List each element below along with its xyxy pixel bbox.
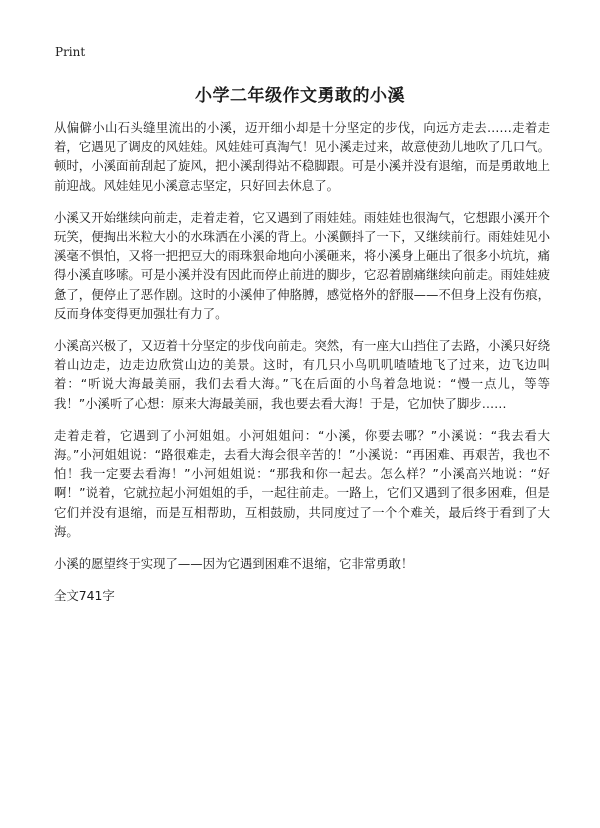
article-paragraph-3: 小溪高兴极了，又迈着十分坚定的步伐向前走。突然，有一座大山挡住了去路，小溪只好绕着山边走，边走边欣赏山边的美景。这时，有几只小鸟叽叽喳喳地飞了过来，边飞边叫着：“听说大海最美丽，我们去看大海。”飞在后面的小鸟着急地说：“慢一点儿，等等我！”小溪听了心想：原来大海最美丽，我也要去看大海！于是，它加快了脚步…… [54,338,550,411]
article-paragraph-2: 小溪又开始继续向前走，走着走着，它又遇到了雨娃娃。雨娃娃也很淘气，它想跟小溪开个玩笑，便掏出米粒大小的水珠洒在小溪的背上。小溪颤抖了一下，又继续前行。雨娃娃见小溪毫不惧怕，又将一把把豆大的雨珠狠命地向小溪砸来，将小溪身上砸出了很多小坑坑，痛得小溪直哆嗦。可是小溪并没有因此而停止前进的脚步，它忍着剧痛继续向前走。雨娃娃疲惫了，便停止了恶作剧。这时的小溪伸了伸胳膊，感觉格外的舒服——不但身上没有伤痕，反而身体变得更加强壮有力了。 [54,209,550,321]
article-paragraph-1: 从偏僻小山石头缝里流出的小溪，迈开细小却是十分坚定的步伐，向远方走去……走着走着，它遇见了调皮的风娃娃。风娃娃可真淘气！见小溪走过来，故意使劲儿地吹了几口气。顿时，小溪面前刮起了旋风，把小溪刮得站不稳脚跟。可是小溪并没有退缩，而是勇敢地上前迎战。风娃娃见小溪意志坚定，只好回去休息了。 [54,120,550,193]
article-title: 小学二年级作文勇敢的小溪 [195,86,405,106]
print-link[interactable]: Print [55,45,86,59]
article-body [54,118,550,605]
article-paragraph-5: 小溪的愿望终于实现了——因为它遇到困难不退缩，它非常勇敢！ [54,556,414,572]
article-paragraph-4: 走着走着，它遇到了小河姐姐。小河姐姐问：“小溪，你要去哪？”小溪说：“我去看大海。”小河姐姐说：“路很难走，去看大海会很辛苦的！”小溪说：“再困难、再艰苦，我也不怕！我一定要去看海！”小河姐姐说：“那我和你一起去。怎么样？”小溪高兴地说：“好啊！”说着，它就拉起小河姐姐的手，一起往前走。一路上，它们又遇到了很多困难，但是它们并没有退缩，而是互相帮助，互相鼓励，共同度过了一个个难关，最后终于看到了大海。 [54,427,550,539]
word-count: 全文741字 [54,588,115,604]
